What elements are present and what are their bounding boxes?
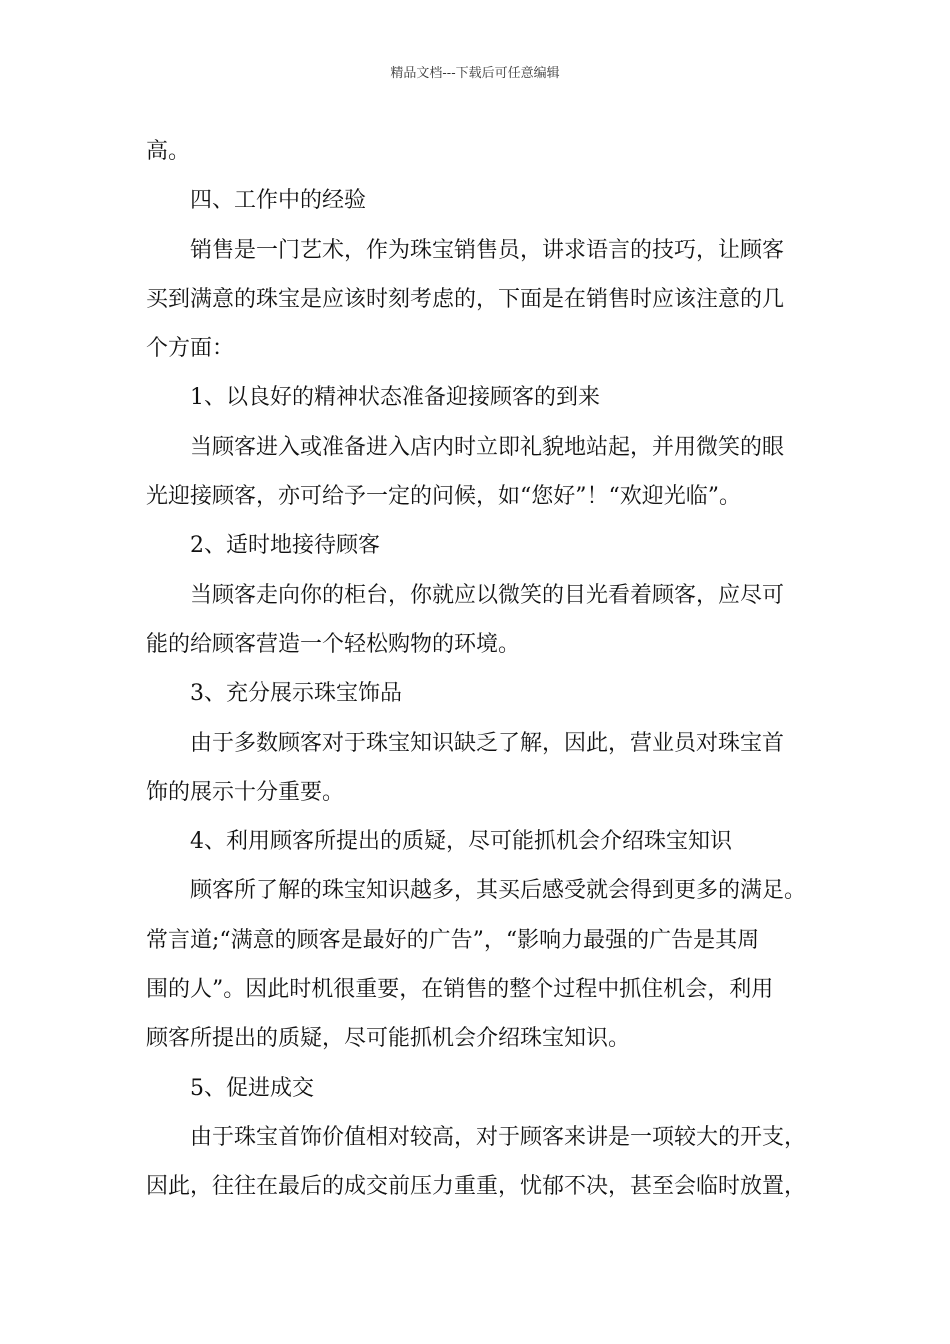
text-line: 高。 [146, 139, 191, 164]
text-line: 4、利用顾客所提出的质疑，尽可能抓机会介绍珠宝知识 [190, 829, 732, 855]
text-line: 当顾客走向你的柜台，你就应以微笑的目光看着顾客，应尽可 [190, 582, 785, 608]
text-line: 顾客所提出的质疑，尽可能抓机会介绍珠宝知识。 [146, 1026, 631, 1052]
text-line: 2、适时地接待顾客 [190, 533, 380, 559]
text-line: 能的给顾客营造一个轻松购物的环境。 [146, 631, 521, 657]
text-line: 四、工作中的经验 [190, 188, 367, 214]
document-body [146, 127, 836, 1212]
text-line: 当顾客进入或准备进入店内时立即礼貌地站起，并用微笑的眼 [190, 434, 785, 460]
page-header: 精品文档---下载后可任意编辑 [390, 66, 560, 81]
text-line: 个方面： [146, 336, 235, 362]
text-line: 由于珠宝首饰价值相对较高，对于顾客来讲是一项较大的开支， [190, 1124, 807, 1150]
text-line: 常言道;“满意的顾客是最好的广告”，“影响力最强的广告是其周 [146, 927, 760, 953]
text-line: 5、促进成交 [190, 1075, 314, 1101]
text-line: 1、以良好的精神状态准备迎接顾客的到来 [190, 385, 600, 411]
text-line: 顾客所了解的珠宝知识越多，其买后感受就会得到更多的满足。 [190, 878, 807, 904]
text-line: 围的人”。因此时机很重要，在销售的整个过程中抓住机会，利用 [146, 977, 774, 1003]
text-line: 由于多数顾客对于珠宝知识缺乏了解，因此，营业员对珠宝首 [190, 730, 785, 756]
text-line: 光迎接顾客，亦可给予一定的问候，如“您好”！“欢迎光临”。 [146, 484, 741, 510]
text-line: 销售是一门艺术，作为珠宝销售员，讲求语言的技巧，让顾客 [190, 237, 785, 263]
text-line: 因此，往往在最后的成交前压力重重，忧郁不决，甚至会临时放置， [146, 1174, 807, 1200]
text-line: 饰的展示十分重要。 [146, 779, 345, 805]
text-line: 买到满意的珠宝是应该时刻考虑的，下面是在销售时应该注意的几 [146, 286, 785, 312]
text-line: 3、充分展示珠宝饰品 [190, 681, 402, 707]
